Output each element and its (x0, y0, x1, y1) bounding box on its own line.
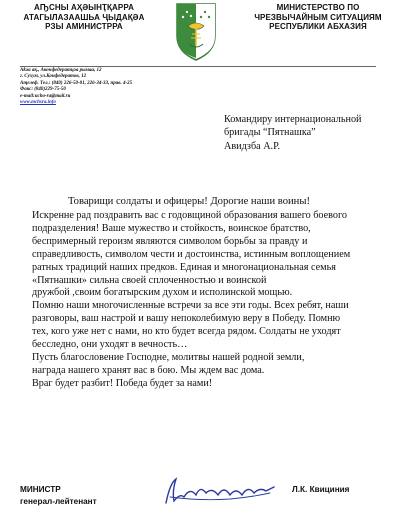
addressee-block (224, 113, 362, 153)
website-link[interactable]: www.mchsra.info (20, 100, 56, 106)
letterhead-abkhaz-title (2, 3, 166, 32)
letterhead-left-line: АТАГЫЛАЗААШЬА ҶЫДАҚӘА (23, 12, 145, 22)
signatory-position: МИНИСТР (20, 485, 61, 494)
addressee-line: Авидзба А.Р. (224, 140, 281, 152)
handwritten-signature-icon (160, 473, 278, 509)
letter-line: ратных традиций наших предков. Единая и многонациональная семья (32, 261, 336, 273)
addressee-line: Командиру интернациональной (224, 114, 362, 125)
contact-line: Факс: (840)229-75-50 (20, 87, 66, 93)
signatory-title (20, 484, 97, 508)
letter-line: беспримерный героизм являются символом борьбы за правду и (32, 235, 308, 247)
letterhead-right-line: ЧРЕЗВЫЧАЙНЫМ СИТУАЦИЯМ (254, 12, 382, 22)
letter-line: тех, кого уже нет с нами, но кто будет всегда рядом. Солдаты не уходят (32, 326, 341, 338)
letter-line: «Пятнашки» сильна своей сплоченностью и воинской (32, 274, 267, 286)
letter-line: бесследно, они уходят в вечность… (32, 339, 188, 351)
contact-line: e-mail:ucho-ra@mail.ru (20, 93, 71, 99)
coat-of-arms-icon (171, 0, 221, 62)
signatory-name: Л.К. Квициния (292, 485, 350, 494)
letter-line: дружбой ,своим богатырским духом и исполинской мощью. (32, 287, 293, 299)
letter-line: Помню наши многочисленные встречи за все эти годы. Всех ребят, наши (32, 300, 349, 312)
letter-line: награда нашего хранят вас в бою. Мы ждем вас дома. (32, 364, 265, 376)
signatory-rank: генерал-лейтенант (20, 497, 97, 506)
addressee-line: бригады “Пятнашка” (224, 127, 316, 139)
header-divider (20, 66, 376, 67)
contact-line: г. Сухум, ул.Конфедератов, 12 (20, 74, 87, 80)
letter-greeting: Товарищи солдаты и офицеры! Дорогие наши воины! (68, 196, 310, 207)
contact-block (20, 68, 132, 106)
letter-body (32, 210, 372, 391)
letterhead-right-line: МИНИСТЕРСТВО ПО (276, 3, 360, 12)
letter-line: справедливость, символом чести и достоинства, истинным воплощением (32, 248, 351, 260)
letter-line: Враг будет разбит! Победа будет за нами! (32, 377, 213, 389)
letter-line: разговоры, ваш настрой и вашу непоколебимую веру в Победу. Помню (32, 313, 341, 325)
contact-line: Аҭелеф. Тел.: (840) 226-50-01, 226-34-33, прав. 4-25 (20, 80, 133, 86)
letterhead-left-line: РЗЫ АМИНИСТРРА (45, 22, 123, 31)
letter-line: Искренне рад поздравить вас с годовщиной образования вашего боевого (32, 210, 348, 221)
letterhead-left-line: АҦСНЫ АҲӘЫНҬҚАРРА (34, 3, 134, 12)
letterhead-russian-title (236, 3, 400, 32)
letter-line: подразделения! Ваше мужество и стойкость, воинское братство, (32, 222, 311, 234)
letterhead-right-line: РЕСПУБЛИКИ АБХАЗИЯ (269, 22, 367, 31)
contact-line: Аҟәа ақ., Аконфедератцәа рымҩа, 12 (20, 68, 102, 73)
letter-line: Пусть благословение Господне, молитвы нашей родной земли, (32, 351, 305, 363)
